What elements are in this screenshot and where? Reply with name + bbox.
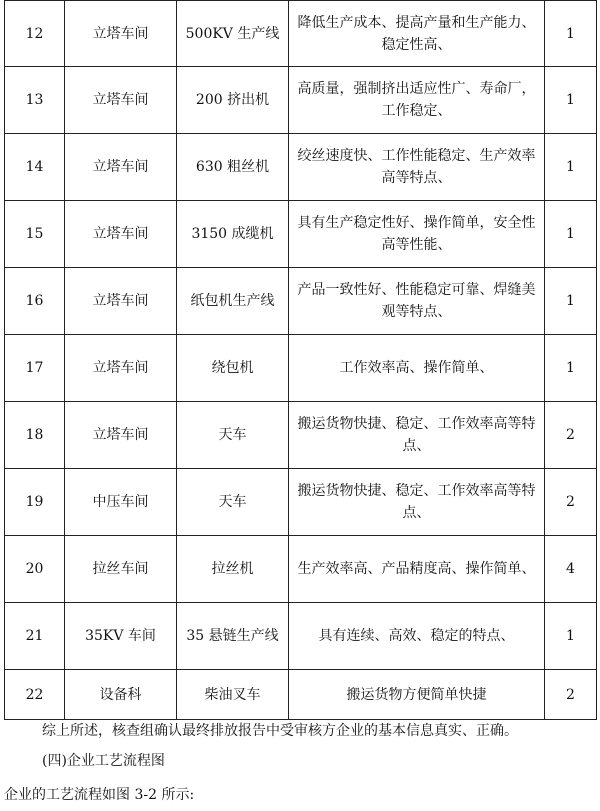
row-number: 12 bbox=[5, 1, 65, 67]
department-cell: 立塔车间 bbox=[65, 402, 177, 469]
flow-intro-text: 企业的工艺流程如图 3-2 所示: bbox=[4, 787, 195, 803]
section-heading: (四)企业工艺流程图 bbox=[42, 753, 165, 769]
quantity-cell: 2 bbox=[545, 670, 597, 720]
table-row bbox=[5, 201, 597, 268]
department-cell: 立塔车间 bbox=[65, 268, 177, 335]
equipment-name-cell: 500KV 生产线 bbox=[177, 1, 289, 67]
features-cell: 搬运货物快捷、稳定、工作效率高等特点、 bbox=[289, 402, 545, 469]
features-cell: 降低生产成本、提高产量和生产能力、稳定性高、 bbox=[289, 1, 545, 67]
department-cell: 立塔车间 bbox=[65, 1, 177, 67]
equipment-name-cell: 天车 bbox=[177, 469, 289, 536]
table-row bbox=[5, 469, 597, 536]
table-row bbox=[5, 536, 597, 603]
quantity-cell: 2 bbox=[545, 402, 597, 469]
row-number: 14 bbox=[5, 134, 65, 201]
table-row bbox=[5, 335, 597, 402]
equipment-name-cell: 天车 bbox=[177, 402, 289, 469]
quantity-cell: 1 bbox=[545, 201, 597, 268]
table-row bbox=[5, 670, 597, 720]
department-cell: 拉丝车间 bbox=[65, 536, 177, 603]
table-row bbox=[5, 67, 597, 134]
equipment-name-cell: 绕包机 bbox=[177, 335, 289, 402]
equipment-name-cell: 35 悬链生产线 bbox=[177, 603, 289, 670]
features-cell: 具有生产稳定性好、操作简单，安全性高等性能、 bbox=[289, 201, 545, 268]
table-row bbox=[5, 402, 597, 469]
row-number: 18 bbox=[5, 402, 65, 469]
equipment-name-cell: 纸包机生产线 bbox=[177, 268, 289, 335]
department-cell: 设备科 bbox=[65, 670, 177, 720]
department-cell: 立塔车间 bbox=[65, 134, 177, 201]
department-cell: 35KV 车间 bbox=[65, 603, 177, 670]
row-number: 16 bbox=[5, 268, 65, 335]
table-row bbox=[5, 134, 597, 201]
equipment-name-cell: 拉丝机 bbox=[177, 536, 289, 603]
row-number: 20 bbox=[5, 536, 65, 603]
department-cell: 立塔车间 bbox=[65, 335, 177, 402]
quantity-cell: 1 bbox=[545, 268, 597, 335]
equipment-name-cell: 200 挤出机 bbox=[177, 67, 289, 134]
equipment-name-cell: 630 粗丝机 bbox=[177, 134, 289, 201]
row-number: 21 bbox=[5, 603, 65, 670]
features-cell: 生产效率高、产品精度高、操作简单、 bbox=[289, 536, 545, 603]
equipment-name-cell: 3150 成缆机 bbox=[177, 201, 289, 268]
department-cell: 立塔车间 bbox=[65, 67, 177, 134]
row-number: 13 bbox=[5, 67, 65, 134]
quantity-cell: 4 bbox=[545, 536, 597, 603]
row-number: 19 bbox=[5, 469, 65, 536]
features-cell: 搬运货物方便简单快捷 bbox=[289, 670, 545, 720]
table-row bbox=[5, 268, 597, 335]
table-row bbox=[5, 603, 597, 670]
row-number: 22 bbox=[5, 670, 65, 720]
quantity-cell: 1 bbox=[545, 603, 597, 670]
features-cell: 产品一致性好、性能稳定可靠、焊缝美观等特点、 bbox=[289, 268, 545, 335]
quantity-cell: 1 bbox=[545, 134, 597, 201]
row-number: 15 bbox=[5, 201, 65, 268]
department-cell: 中压车间 bbox=[65, 469, 177, 536]
summary-paragraph: 综上所述，核查组确认最终排放报告中受审核方企业的基本信息真实、正确。 bbox=[42, 723, 518, 739]
features-cell: 搬运货物快捷、稳定、工作效率高等特点、 bbox=[289, 469, 545, 536]
features-cell: 工作效率高、操作简单、 bbox=[289, 335, 545, 402]
equipment-table bbox=[4, 0, 597, 720]
row-number: 17 bbox=[5, 335, 65, 402]
features-cell: 具有连续、高效、稳定的特点、 bbox=[289, 603, 545, 670]
equipment-name-cell: 柴油叉车 bbox=[177, 670, 289, 720]
features-cell: 高质量，强制挤出适应性广、寿命厂，工作稳定、 bbox=[289, 67, 545, 134]
quantity-cell: 1 bbox=[545, 335, 597, 402]
quantity-cell: 1 bbox=[545, 67, 597, 134]
table-row bbox=[5, 1, 597, 67]
department-cell: 立塔车间 bbox=[65, 201, 177, 268]
quantity-cell: 1 bbox=[545, 1, 597, 67]
features-cell: 绞丝速度快、工作性能稳定、生产效率高等特点、 bbox=[289, 134, 545, 201]
quantity-cell: 2 bbox=[545, 469, 597, 536]
